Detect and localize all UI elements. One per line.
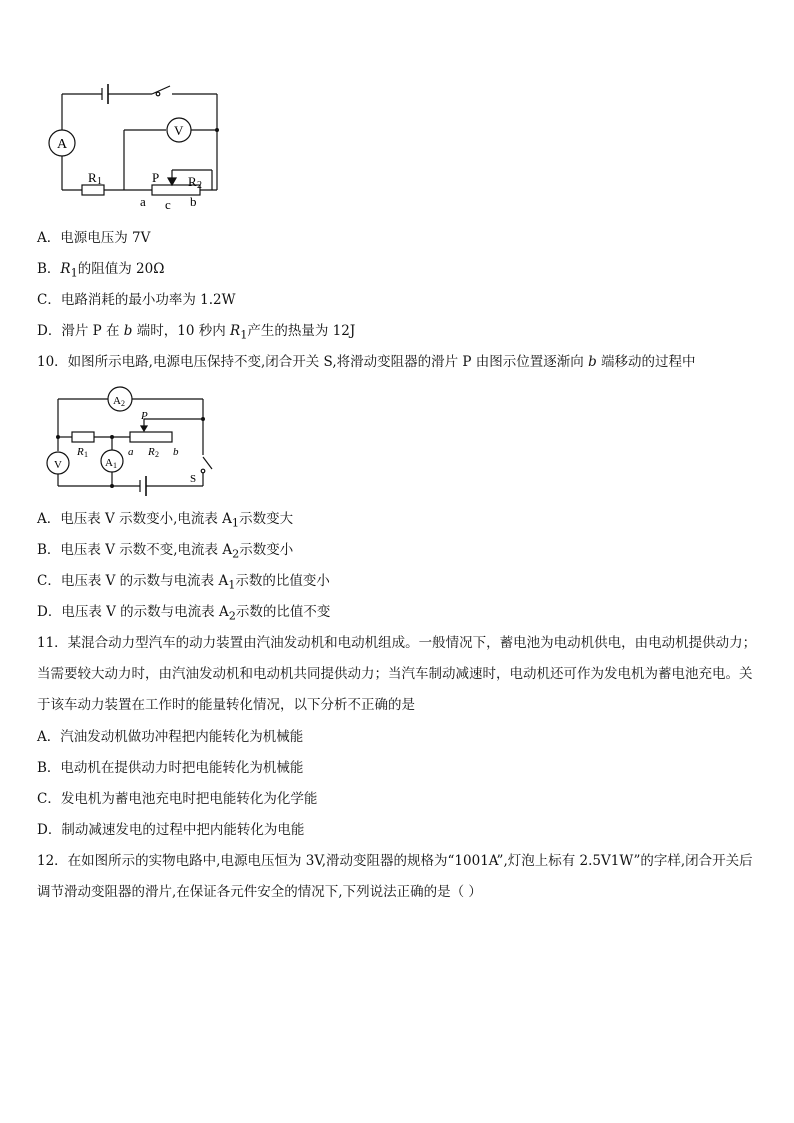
q10-option-b: B．电压表 V 示数不变,电流表 $A_2$示数变小 xyxy=(37,542,294,561)
voltmeter-label: V xyxy=(54,459,62,471)
q12-stem: 12．在如图所示的实物电路中,电源电压恒为 3V,滑动变阻器的规格为“1001A”,灯泡上标有 2.5V1W”的字样,闭合开关后调节滑动变阻器的滑片,在保证各元件安全的情况下,下列说法正确的是（ ） xyxy=(37,853,753,900)
r2-subscript: 2 xyxy=(197,180,202,191)
r2-label: R xyxy=(188,174,197,189)
terminal-a-label: a xyxy=(140,194,146,209)
r1-label: R xyxy=(77,446,84,458)
q11-option-c: C．发电机为蓄电池充电时把电能转化为化学能 xyxy=(37,791,318,807)
r2-subscript: 2 xyxy=(155,450,159,459)
r2-label: R xyxy=(148,446,155,458)
q10-option-a: A．电压表 V 示数变小,电流表 $A_1$示数变大 xyxy=(37,511,294,530)
q9-option-a: A．电源电压为 7V xyxy=(37,230,151,246)
a2-subscript: 2 xyxy=(121,399,125,408)
q11-option-a: A．汽油发动机做功冲程把内能转化为机械能 xyxy=(37,729,304,745)
terminal-c-label: c xyxy=(165,197,171,212)
q10-stem: 10．如图所示电路,电源电压保持不变,闭合开关 S,将滑动变阻器的滑片 P 由图示位置逐渐向 b 端移动的过程中 xyxy=(37,354,696,370)
switch-s-label: S xyxy=(190,473,197,485)
ammeter-label: A xyxy=(57,137,68,152)
q9-option-b: B．$R_1$的阻值为 20Ω xyxy=(37,261,165,280)
r1-subscript: 1 xyxy=(84,450,88,459)
slider-p-label: P xyxy=(141,410,148,422)
slider-p-label: P xyxy=(152,170,160,185)
a1-label: A xyxy=(105,457,113,469)
q11-option-b: B．电动机在提供动力时把电能转化为机械能 xyxy=(37,760,304,776)
voltmeter-label: V xyxy=(174,123,184,138)
circuit-diagram-q9 xyxy=(40,82,230,214)
r1-label: R xyxy=(88,170,97,185)
q10-option-d: D．电压表 V 的示数与电流表 $A_2$示数的比值不变 xyxy=(37,604,331,623)
a1-subscript: 1 xyxy=(113,461,117,470)
q11-stem: 11．某混合动力型汽车的动力装置由汽油发动机和电动机组成。一般情况下，蓄电池为电动机供电，由电动机提供动力；当需要较大动力时，由汽油发动机和电动机共同提供动力；当汽车制动减速时，电动机还可作为发电机为蓄电池充电。关于该车动力装置在工作时的能量转化情况，以下分析不正确的是 xyxy=(37,635,757,713)
q10-option-c: C．电压表 V 的示数与电流表 $A_1$示数的比值变小 xyxy=(37,573,330,592)
terminal-b-label: b xyxy=(173,446,179,458)
q11-option-d: D．制动减速发电的过程中把内能转化为电能 xyxy=(37,822,305,838)
a2-label: A xyxy=(113,395,121,407)
terminal-b-label: b xyxy=(190,194,197,209)
q9-option-c: C．电路消耗的最小功率为 1.2W xyxy=(37,292,236,308)
r1-subscript: 1 xyxy=(97,176,102,187)
circuit-diagram-q10 xyxy=(44,385,224,497)
q9-option-d: D．滑片 P 在 b 端时，10 秒内 $R_1$产生的热量为 12J xyxy=(37,323,356,342)
terminal-a-label: a xyxy=(128,446,134,458)
